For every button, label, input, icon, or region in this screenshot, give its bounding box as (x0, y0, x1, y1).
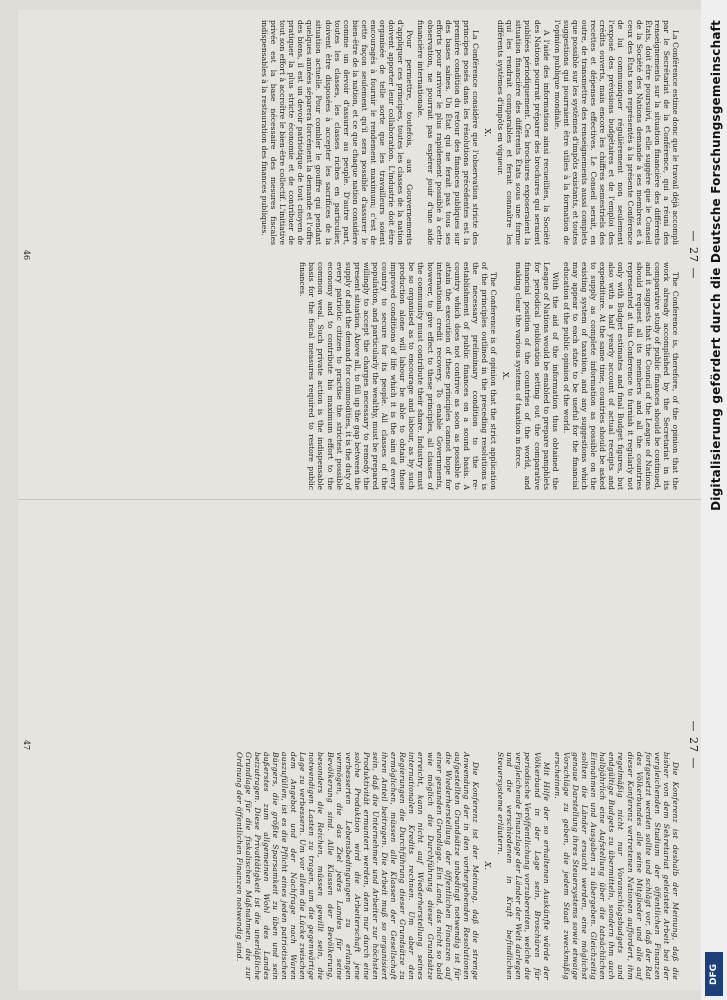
page-folio: 46 (22, 249, 31, 261)
french-paragraph: La Conférence estime donc que le travail déjà accompli par le Secrétariat de la Conférence, qui a réuni des renseignements sur la situation financière des différents États, doit être poursuivi, et elle suggère que le Conseil de la Société des Nations demande à ses membres et à ceux des États non représentés à la présente Conférence de lui communiquer régulièrement non seulement l'exposé des prévisions budgétaires et de l'emploi des crédits ouverts, mais encore les chiffres semestriels des recettes et dépenses effectives. Le Conseil serait, en outre, de transmettre des renseignements aussi complets que possible sur les systèmes d'impôts existants, et toutes suggestions qui pourraient être utiles à la formation de l'opinion publique mondiale. (552, 20, 680, 245)
funding-banner (701, 0, 727, 1000)
german-paragraph: Die Konferenz ist der Meinung, daß die strenge Anwendung der in den vorhergehenden Resolutionen aufgestellten Grundsätze unbedingt notwendig ist für die Wiederherstellung der öffentlichen Finanzen auf einer gesunden Grundlage. Ein Land, das nicht so bald wie möglich die Durchführung dieser Grundsätze erreicht, kann nicht auf Wiederherstellung seines internationalen Kredits rechnen. Um aber den Regierungen die Durchführung dieser Grundsätze zu ermöglichen, müssen alle Klassen der Gesellschaft ihren Anteil beitragen. Die Arbeit muß so organisiert sein, daß die Unternehmer und Arbeiter zur höchsten Produktivität ermuntert werden, denn nur durch eine solche Produktion wird die Arbeiterschaft jene verbesserten Lebensbedingungen zu erlangen vermögen, die das Ziel jedes Landes für seine Bevölkerung sind. Alle Klassen der Bevölkerung, besonders die Reichen, müssen gewillt sein, die notwendigen Lasten zu tragen, um die gegenwärtige Lage zu verbessern. Um vor allem die Lücke zwischen dem Angebot und der Nachfrage nach Waren auszufüllen, ist es die Pflicht eines jeden patriotischen Bürgers, die größte Sparsamkeit zu üben und sein äußerstes zum allgemeinen Wohl des Landes beizutragen. Diese Privattätigkeit ist die unerläßliche Grundlage für die fiskalischen Maßnahmen, die zur Ordnung der öffentlichen Finanzen notwendig sind. (234, 752, 481, 980)
funding-banner-text: Digitalisierung gefördert durch die Deutsche Forschungsgemeinschaft (709, 20, 723, 511)
english-paragraph: The Conference is of opinion that the strict application of the principles outlined in the preceding resolutions is the necessary preliminary condition to the re-establishment of public finances on a sound basis. A country which does not contrive as soon as possible to attain the execution of these principles cannot hope for international credit recovery. To enable Governments, however, to give effect to these principles, all classes of the community must contribute their share. Industry must be so organised as to encourage and labour, as by such production alone will labour be able to obtain those improved conditions of life which it is the aim of every country to secure for its people. All classes of the population, and particularly the wealthy, must be prepared willingly to accept the charges necessary to remedy the present situation. Above all, to fill up the gap between the supply of and the demand for commodities, it is the duty of every patriotic citizen to practise the strictest possible economy and to contribute his maximum effort to the common weal. Such private action is the indispensable basis for the fiscal measures required to restore public finances. (298, 262, 499, 490)
dfg-logo-icon: DFG (705, 952, 723, 996)
section-heading: X. (483, 861, 493, 871)
page-header: — 27 — (687, 230, 700, 280)
english-column (296, 262, 680, 490)
page-spread (18, 10, 708, 990)
french-paragraph: A l'aide des informations ainsi recueillies, la Société des Nations pourrait préparer des brochures qui seraient publiées périodiquement. Ces brochures exposeraient la situation financière des différents États sous une forme qui les rendrait comparables et ferait connaître les différents systèmes d'impôts en vigueur. (496, 20, 551, 245)
german-paragraph: Mit Hilfe der so erhaltenen Auskünfte würde der Völkerbund in der Lage sein, Broschüren für periodische Veröffentlichung vorzubereiten, welche die vergleichende Finanzlage der Länder der Welt darlegen und die verschiedenen in Kraft befindlichen Steuersysteme erläutern. (496, 752, 551, 980)
section-heading: X. (501, 371, 511, 381)
german-paragraph: Die Konferenz ist deshalb der Meinung, daß die bisher von dem Sekretariat geleistete Arbeit bei der vergleichenden Studium der öffentlichen Finanzen fortgesetzt werden sollte und schlägt vor, daß der Rat des Völkerbundes alle seine Mitglieder und alle auf dieser Konferenz vertretenen Nationen auffordert, ihm regelmäßig nicht nur Voranschlagsbudgets und endgültige Budgets zu übermitteln, sondern ihm auch halbjährlich eine Aufstellung über die tatsächlichen Einnahmen und Ausgaben zu übergeben. Gleichzeitig sollten die Länder ersucht werden, eine möglichst genaue Darstellung ihres Steuersystems sowie etwaige Vorschläge zu geben, die jedem Staat zweckmäßig erscheinen. (552, 752, 680, 980)
english-paragraph: The Conference is, therefore, of the opinion that the work already accomplished by the Secretariat in its comparative study of public finances should be continued, and it suggests that the Council of the League of Nations should request all its members and all the countries represented at this Conference to furnish it regularly not only with Budget estimates and final Budget figures, but also with a half yearly account of actual receipts and expenditure. At the same time, countries should be asked to supply as complete information as possible on the existing system of taxation, and any suggestions which may appear to each state to be useful for the financial education of the public opinion of the world. (561, 262, 680, 490)
french-paragraph: Pour permettre, toutefois, aux Gouvernements d'appliquer ces principes, toutes les classes de la nation doivent apporter leur collaboration. L'industrie doit être organisée de telle sorte que les travailleurs soient encouragés à fournir le rendement maximum; c'est de cette façon seulement qu'il sera possible d'assurer le bien-être de la nation, et ce que chaque nation considère comme un devoir d'assurer au peuple. D'autre part, toutes les classes, les classes riches en particulier, doivent être disposées à accepter les sacrifices de la situation actuelle. Pour combler le gouffre qui pendant quelques années séparera forcément la demande et l'offre des biens, il est un devoir patriotique de tout citoyen de pratiquer la plus stricte économie et de contribuer de tout son effort à accroître le bien-être collectif. L'initiative privée est la base nécessaire des mesures fiscales indispensables à la restauration des finances publiques. (259, 20, 415, 245)
english-paragraph: With the aid of the information thus obtained the League of Nations would be enabled to prepare pamphlets for periodical publication setting out the comparative financial position of the countries of the world, and making clear the various systems of taxation in force. (514, 262, 560, 490)
french-paragraph: La Conférence considère que l'observation stricte des principes posés dans les résolutions précédentes est la première condition du retour des finances publiques sur des bases saines. Un État qui ne ferait pas tous ses efforts pour arriver le plus rapidement possible à cette observation, ne pourrait pas espérer jouir d'une aide financière internationale. (416, 20, 481, 245)
page-french-english (18, 10, 708, 500)
french-column (258, 20, 680, 245)
page-folio: 47 (22, 739, 31, 751)
page-header: — 27 — (687, 720, 700, 770)
section-heading: X. (483, 128, 493, 137)
german-column (233, 752, 681, 980)
page-german (18, 500, 708, 990)
